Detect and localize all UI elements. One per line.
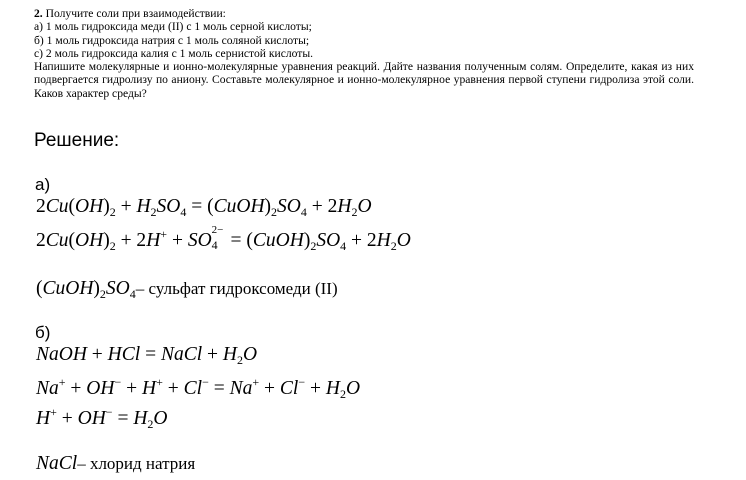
salt-name-a: $(CuOH)_2SO_4-$ сульфат гидроксомеди (II) [36,278,338,301]
task-item-c: с) 2 моль гидроксида калия с 1 моль сернистой кислоты. [34,46,314,60]
equation-b-ionic: $Na^+ + OH^- + H^+ + Cl^- = Na^+ + Cl^- + H_2O$ [36,375,361,401]
task-item-b: б) 1 моль гидроксида натрия с 1 моль соляной кислоты; [34,33,310,47]
task-number: 2. [34,7,43,20]
task-header [34,7,694,20]
equation-a-ionic: $2Cu(OH)_2 + 2H^+$ + SO 2− 4 = $(CuOH)_2SO_4 + 2H_2O$ [36,224,411,253]
part-a-label: а) [35,175,51,194]
task-instructions: Напишите молекулярные и ионно-молекулярные уравнения реакций. Дайте названия полученным солям. Определите, какая из них подвергается гидролизу по аниону. Составьте молекулярное и ионно-молекулярное уравнения первой ступени гидролиза этой соли. Каков характер среды? [34,60,694,100]
solution-heading: Решение: [34,130,120,151]
equation-a-molecular: $2Cu(OH)_2 + H_2SO_4$ = $(CuOH)_2SO_4 + 2H_2O$ [36,196,372,219]
equation-b-net-ionic: $H^+ + OH^- = H_2O$ [36,405,168,431]
task-item-a: а) 1 моль гидроксида меди (II) с 1 моль серной кислоты; [34,20,312,34]
salt-name-a-text: – сульфат гидроксомеди (II) [135,279,338,298]
equation-b-molecular: NaOH + HCl = NaCl + $H_2O$ [36,344,258,367]
part-b-label: б) [35,323,51,342]
salt-name-b: NaCl– хлорид натрия [36,453,196,474]
task-title: Получите соли при взаимодействии: [42,7,226,20]
salt-name-b-text: – хлорид натрия [77,454,196,473]
task-statement [34,7,694,100]
